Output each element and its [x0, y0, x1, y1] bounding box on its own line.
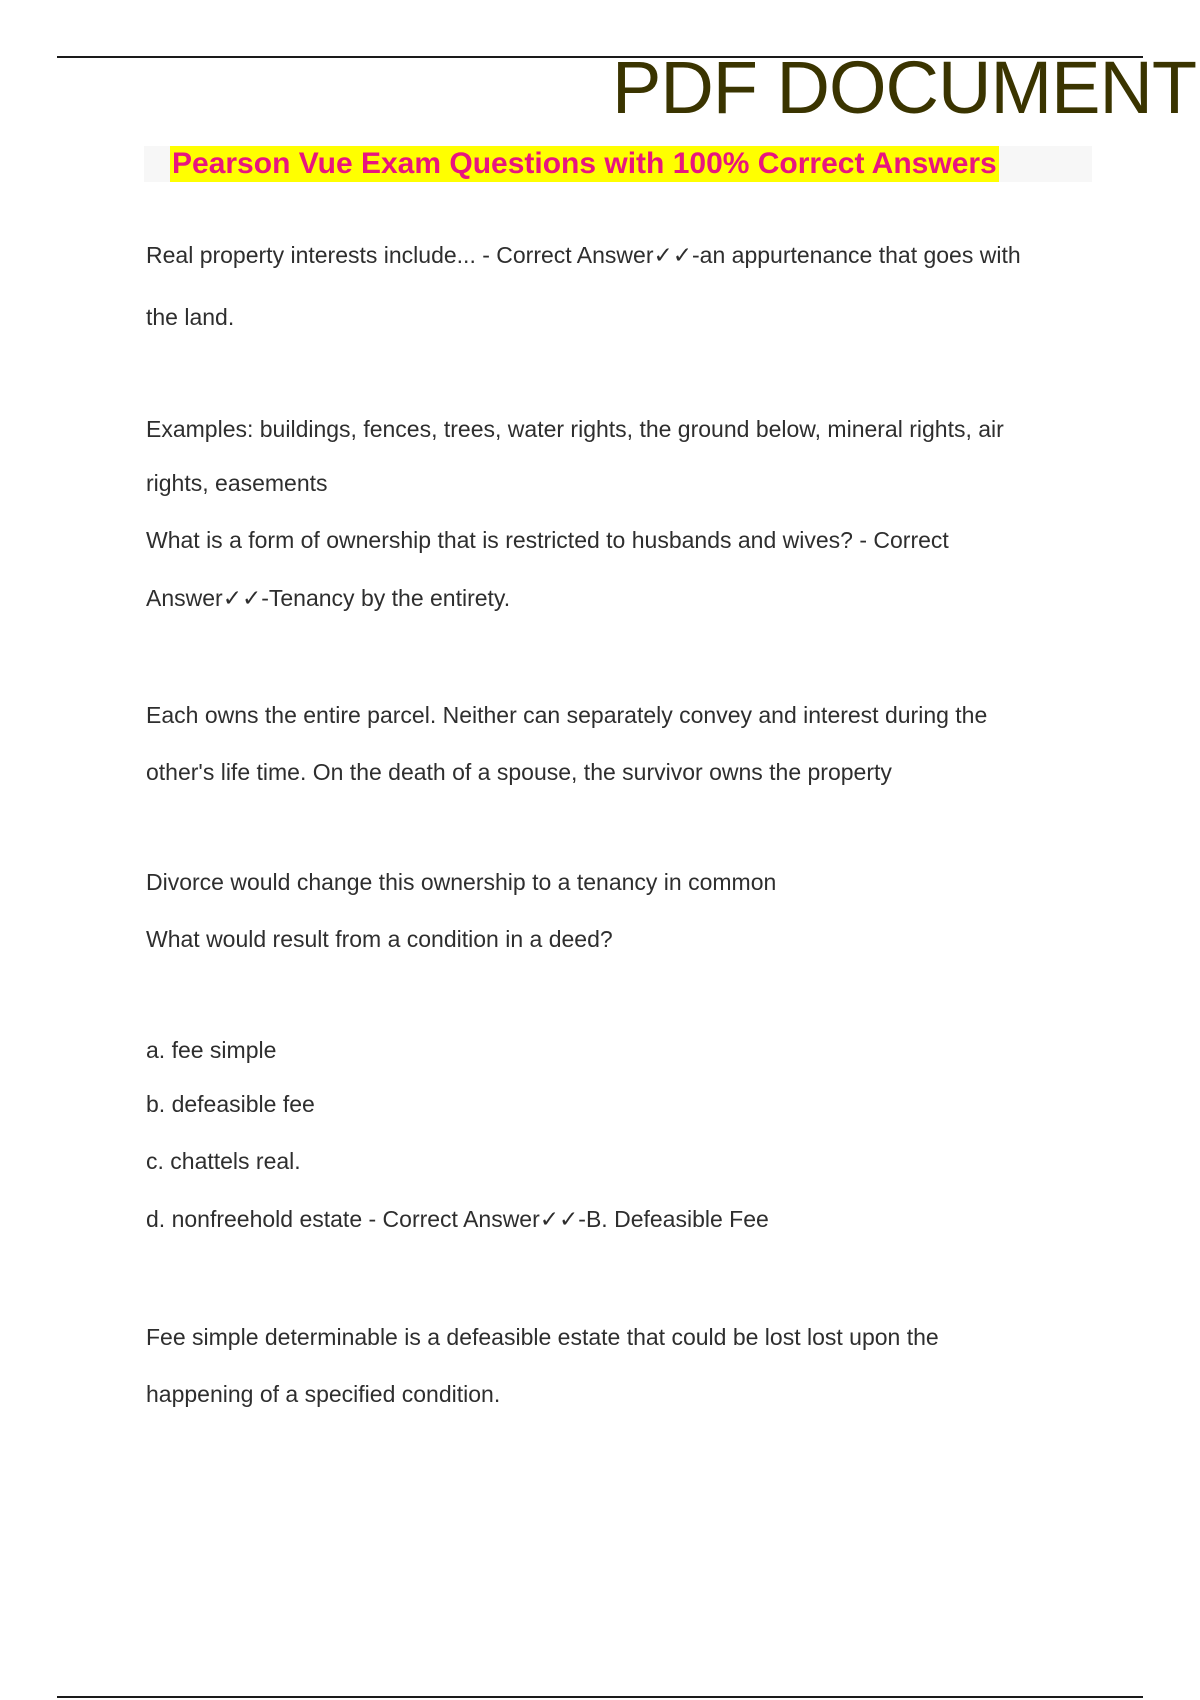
text-line: Fee simple determinable is a defeasible estate that could be lost lost upon the — [146, 1324, 939, 1350]
text-line: Examples: buildings, fences, trees, water rights, the ground below, mineral rights, air — [146, 416, 1004, 442]
text-line: Real property interests include... - Correct Answer✓✓-an appurtenance that goes with — [146, 242, 1021, 268]
bottom-rule — [57, 1696, 1143, 1698]
answer-option-c: c. chattels real. — [146, 1148, 301, 1174]
answer-option-d: d. nonfreehold estate - Correct Answer✓✓-B. Defeasible Fee — [146, 1206, 769, 1232]
text-line: happening of a specified condition. — [146, 1381, 501, 1407]
text-line: Divorce would change this ownership to a tenancy in common — [146, 869, 777, 895]
text-line: other's life time. On the death of a spouse, the survivor owns the property — [146, 759, 892, 785]
text-line: What is a form of ownership that is restricted to husbands and wives? - Correct — [146, 527, 949, 553]
text-line: What would result from a condition in a deed? — [146, 926, 613, 952]
pdf-document-watermark: PDF DOCUMENT — [612, 48, 1197, 128]
text-line: the land. — [146, 304, 235, 330]
text-line: Each owns the entire parcel. Neither can separately convey and interest during the — [146, 702, 988, 728]
answer-option-a: a. fee simple — [146, 1037, 277, 1063]
document-title: Pearson Vue Exam Questions with 100% Correct Answers — [172, 147, 997, 180]
text-line: Answer✓✓-Tenancy by the entirety. — [146, 585, 511, 611]
answer-option-b: b. defeasible fee — [146, 1091, 315, 1117]
text-line: rights, easements — [146, 470, 328, 496]
